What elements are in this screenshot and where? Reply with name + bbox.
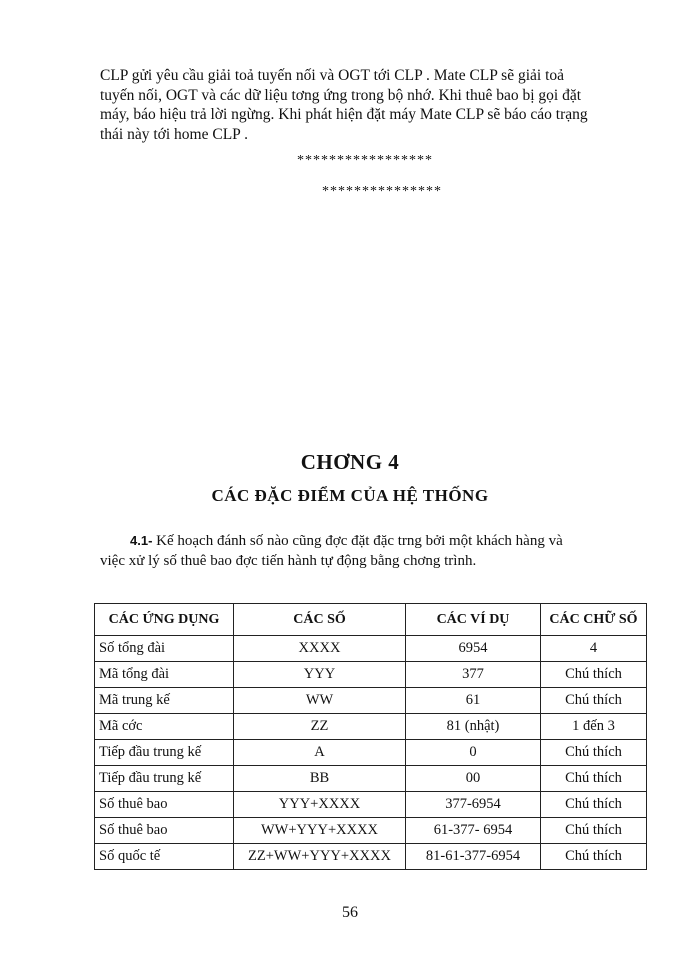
cell-number: XXXX	[234, 636, 406, 662]
cell-example: 377	[406, 662, 541, 688]
cell-application: Số quốc tế	[95, 844, 234, 870]
cell-example: 377-6954	[406, 792, 541, 818]
section-number: 4.1-	[130, 533, 153, 548]
table-row	[95, 636, 647, 662]
cell-digits: Chú thích	[541, 844, 647, 870]
header-examples: CÁC VÍ DỤ	[406, 604, 541, 636]
cell-example: 81 (nhật)	[406, 714, 541, 740]
numbering-table	[94, 603, 647, 870]
paragraph-line: máy, báo hiệu trả lời ngừng. Khi phát hiện đặt máy Mate CLP sẽ báo cáo trạng	[100, 106, 588, 123]
cell-example: 6954	[406, 636, 541, 662]
cell-digits: Chú thích	[541, 688, 647, 714]
cell-digits: Chú thích	[541, 662, 647, 688]
cell-number: YYY+XXXX	[234, 792, 406, 818]
cell-digits: Chú thích	[541, 766, 647, 792]
table-row	[95, 844, 647, 870]
table-row	[95, 766, 647, 792]
table-row	[95, 688, 647, 714]
intro-text-1: Kế hoạch đánh số nào cũng đợc đặt đặc trng bởi một khách hàng và	[156, 533, 563, 549]
cell-application: Mã tổng đài	[95, 662, 234, 688]
chapter-title: CHƠNG 4	[300, 450, 400, 474]
cell-application: Mã trung kế	[95, 688, 234, 714]
cell-number: A	[234, 740, 406, 766]
page-number: 56	[342, 904, 358, 921]
cell-example: 0	[406, 740, 541, 766]
paragraph-line: thái này tới home CLP .	[100, 125, 248, 143]
table-row	[95, 818, 647, 844]
table-row	[95, 740, 647, 766]
paragraph-line: CLP gửi yêu cầu giải toả tuyến nối và OGT tới CLP . Mate CLP sẽ giải toả	[100, 67, 565, 84]
cell-digits: Chú thích	[541, 818, 647, 844]
cell-digits: Chú thích	[541, 740, 647, 766]
paragraph-line: tuyến nối, OGT và các dữ liệu tơng ứng trong bộ nhớ. Khi thuê bao bị gọi đặt	[100, 86, 582, 104]
section-intro	[100, 531, 635, 571]
table-header-row	[95, 604, 647, 636]
cell-digits: Chú thích	[541, 792, 647, 818]
header-numbers: CÁC SỐ	[234, 604, 406, 636]
cell-example: 00	[406, 766, 541, 792]
cell-example: 81-61-377-6954	[406, 844, 541, 870]
cell-number: ZZ+WW+YYY+XXXX	[234, 844, 406, 870]
cell-application: Tiếp đầu trung kế	[95, 766, 234, 792]
separator-stars-1: *****************	[297, 153, 433, 168]
header-digits: CÁC CHỮ SỐ	[541, 604, 647, 636]
header-applications: CÁC ỨNG DỤNG	[95, 604, 234, 636]
cell-application: Số thuê bao	[95, 818, 234, 844]
cell-number: YYY	[234, 662, 406, 688]
cell-application: Số thuê bao	[95, 792, 234, 818]
cell-number: WW	[234, 688, 406, 714]
intro-text-2: việc xử lý số thuê bao đợc tiến hành tự động bằng chơng trình.	[100, 552, 477, 569]
table-row	[95, 714, 647, 740]
separator-stars-2: ***************	[322, 184, 442, 199]
cell-digits: 1 đến 3	[541, 714, 647, 740]
table-row	[95, 662, 647, 688]
cell-number: BB	[234, 766, 406, 792]
cell-application: Tiếp đầu trung kế	[95, 740, 234, 766]
cell-application: Mã cớc	[95, 714, 234, 740]
body-paragraph	[100, 66, 633, 144]
cell-application: Số tổng đài	[95, 636, 234, 662]
cell-number: ZZ	[234, 714, 406, 740]
cell-example: 61	[406, 688, 541, 714]
chapter-subtitle: CÁC ĐẶC ĐIỂM CỦA HỆ THỐNG	[211, 486, 489, 505]
intro-line-1	[100, 531, 635, 552]
cell-number: WW+YYY+XXXX	[234, 818, 406, 844]
cell-example: 61-377- 6954	[406, 818, 541, 844]
cell-digits: 4	[541, 636, 647, 662]
table-row	[95, 792, 647, 818]
